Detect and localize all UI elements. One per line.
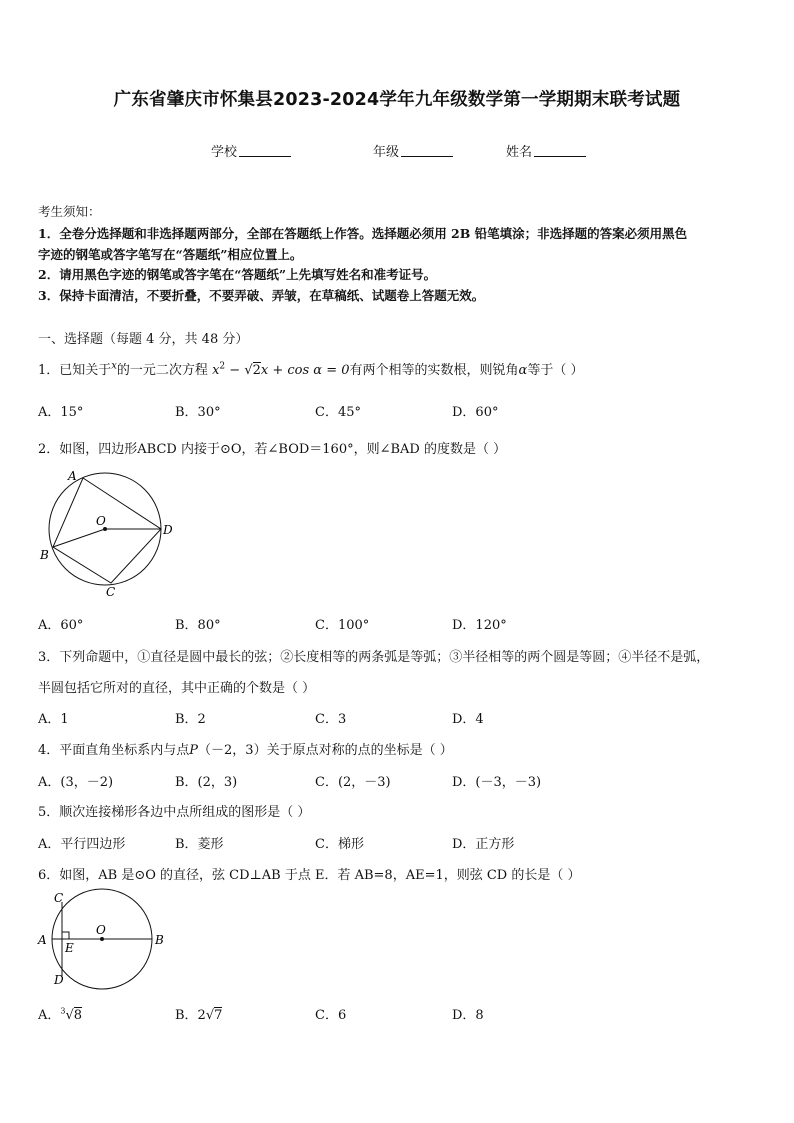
notice-line-1b: 字迹的钢笔或答字笔写在“答题纸”相应位置上。 <box>38 247 303 262</box>
q6-label-d: D <box>54 973 64 987</box>
q6-label-a: A <box>38 933 47 947</box>
notice-line-1a: 1．全卷分选择题和非选择题两部分，全部在答题纸上作答。选择题必须用 2B 铅笔填涂；非选择题的答案必须用黑色 <box>38 226 688 241</box>
q1-option-d[interactable]: D．60° <box>452 405 499 420</box>
q6-label-e: E <box>65 941 74 955</box>
notice-line-3: 3．保持卡面清洁，不要折叠，不要弄破、弄皱，在草稿纸、试题卷上答题无效。 <box>38 288 485 303</box>
q2-option-b[interactable]: B．80° <box>175 618 221 633</box>
q3-option-b[interactable]: B．2 <box>175 712 206 727</box>
q2-label-a: A <box>68 469 77 483</box>
q1-end: 等于（ ） <box>527 363 584 378</box>
question-3-line-1: 3．下列命题中，①直径是圆中最长的弦；②长度相等的两条弧是等弧；③半径相等的两个圆是等圆；④半径不是弧， <box>38 650 710 665</box>
q6-center-dot <box>100 937 104 941</box>
q1-pre: 1．已知关于 <box>38 363 112 378</box>
q1-eq-sup: 2 <box>219 361 226 372</box>
q1-eq-minus: − <box>225 363 245 378</box>
q3-option-c[interactable]: C．3 <box>315 712 347 727</box>
q5-option-d[interactable]: D．正方形 <box>452 837 515 852</box>
q5-option-c[interactable]: C．梯形 <box>315 837 364 852</box>
q4-option-a[interactable]: A．(3，－2) <box>38 775 114 790</box>
q6-circle-figure <box>34 886 174 996</box>
sqrt-icon: √ <box>205 1008 215 1023</box>
q6-option-a-index: 3 <box>60 1006 66 1016</box>
q1-mid: 的一元二次方程 <box>116 363 208 378</box>
q1-equation <box>212 363 349 378</box>
question-3-line-2: 半圆包括它所对的直径，其中正确的个数是（ ） <box>38 681 316 696</box>
q2-label-b: B <box>40 548 49 562</box>
q6-option-b-prefix: B．2 <box>175 1008 206 1023</box>
q6-option-a[interactable] <box>38 1004 82 1023</box>
grade-field[interactable] <box>373 141 453 160</box>
q2-quadrilateral <box>53 478 161 583</box>
question-4 <box>38 739 453 758</box>
q6-label-b: B <box>155 933 164 947</box>
q6-option-c[interactable]: C．6 <box>315 1008 347 1023</box>
q4-option-d[interactable]: D．(－3，－3) <box>452 775 542 790</box>
q2-option-d[interactable]: D．120° <box>452 618 507 633</box>
question-2: 2．如图，四边形ABCD 内接于⊙O，若∠BOD＝160°，则∠BAD 的度数是（ ） <box>38 442 507 457</box>
notice-line-2: 2．请用黑色字迹的钢笔或答字笔在“答题纸”上先填写姓名和准考证号。 <box>38 267 437 282</box>
name-blank[interactable] <box>534 144 586 157</box>
q3-option-a[interactable]: A．1 <box>38 712 69 727</box>
question-6: 6．如图，AB 是⊙O 的直径，弦 CD⊥AB 于点 E．若 AB=8，AE=1，则弦 CD 的长是（ ） <box>38 868 581 883</box>
q1-option-b[interactable]: B．30° <box>175 405 221 420</box>
q3-option-d[interactable]: D．4 <box>452 712 484 727</box>
school-label: 学校 <box>211 145 238 160</box>
q6-label-c: C <box>54 891 64 905</box>
q4-pre: 4．平面直角坐标系内与点 <box>38 743 190 758</box>
q4-point-p: P <box>189 743 199 758</box>
q6-option-d[interactable]: D．8 <box>452 1008 484 1023</box>
q6-label-o: O <box>96 923 106 937</box>
q6-option-a-radicand: 8 <box>73 1008 83 1023</box>
question-1 <box>38 359 583 378</box>
q6-option-b-radicand: 7 <box>214 1008 223 1023</box>
name-field[interactable] <box>506 141 586 160</box>
q1-option-a[interactable]: A．15° <box>38 405 84 420</box>
notice-heading: 考生须知： <box>38 204 101 219</box>
q2-circle-figure <box>36 462 186 604</box>
q2-label-o: O <box>96 514 106 528</box>
q4-post: （－2，3）关于原点对称的点的坐标是（ ） <box>198 743 453 758</box>
q2-option-a[interactable]: A．60° <box>38 618 84 633</box>
q6-option-b[interactable] <box>175 1004 222 1023</box>
q5-option-a[interactable]: A．平行四边形 <box>38 837 126 852</box>
q1-alpha: α <box>518 363 528 378</box>
grade-label: 年级 <box>373 145 400 160</box>
section-1-heading: 一、选择题（每题 4 分，共 48 分） <box>38 332 249 347</box>
q2-segment-ob <box>53 529 105 547</box>
q2-label-d: D <box>163 523 173 537</box>
q4-option-b[interactable]: B．(2，3) <box>175 775 238 790</box>
q6-option-a-prefix: A． <box>38 1008 61 1023</box>
q1-eq-rest: x + cos α = 0 <box>260 363 350 378</box>
grade-blank[interactable] <box>401 144 453 157</box>
q1-post: 有两个相等的实数根，则锐角 <box>349 363 519 378</box>
q1-var-x: x <box>111 360 117 372</box>
q6-right-angle-mark <box>62 932 69 939</box>
page-title: 广东省肇庆市怀集县2023-2024学年九年级数学第一学期期末联考试题 <box>113 90 681 110</box>
question-5: 5．顺次连接梯形各边中点所组成的图形是（ ） <box>38 805 311 820</box>
q1-option-c[interactable]: C．45° <box>315 405 361 420</box>
q2-label-c: C <box>106 585 116 599</box>
q4-option-c[interactable]: C．(2，－3) <box>315 775 391 790</box>
q2-option-c[interactable]: C．100° <box>315 618 370 633</box>
sqrt-icon: √ <box>244 363 253 378</box>
school-field[interactable] <box>211 141 291 160</box>
q5-option-b[interactable]: B．菱形 <box>175 837 224 852</box>
q1-eq-x: x <box>212 363 220 378</box>
sqrt-icon: √ <box>65 1008 74 1023</box>
name-label: 姓名 <box>506 145 533 160</box>
school-blank[interactable] <box>239 144 291 157</box>
q1-eq-sqrt: 2 <box>252 363 261 378</box>
